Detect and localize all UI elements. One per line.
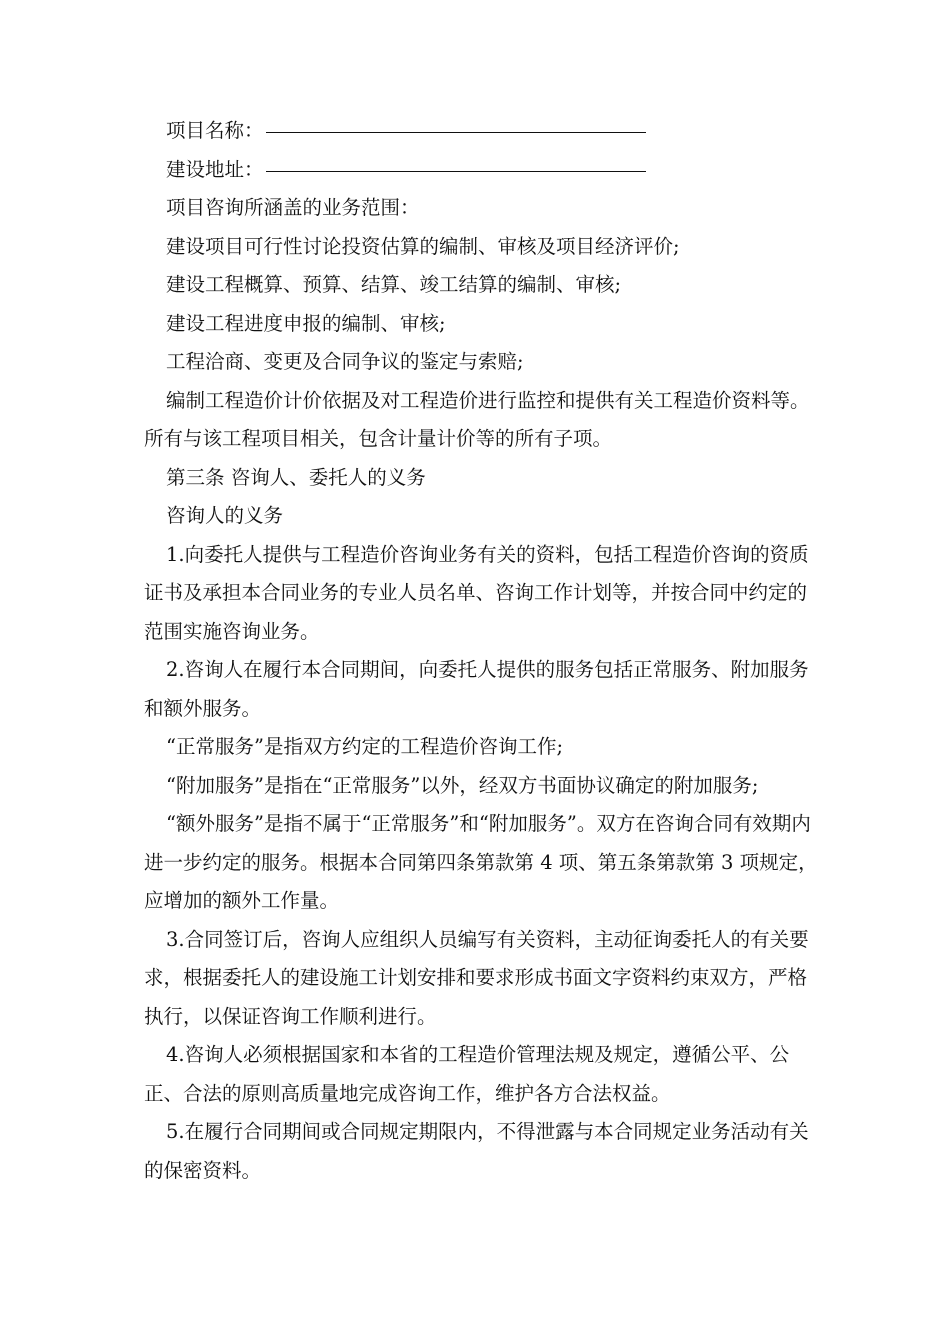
project-name-field — [144, 112, 824, 151]
build-address-field — [144, 151, 824, 190]
scope-item-progress: 建设工程进度申报的编制、审核; — [166, 311, 446, 335]
scope-heading: 项目咨询所涵盖的业务范围： — [166, 196, 420, 219]
duty-item-2: 2.咨询人在履行本合同期间，向委托人提供的服务包括正常服务、附加服务和额外服务。 — [144, 658, 809, 720]
article-three-heading: 第三条 咨询人、委托人的义务 — [166, 465, 426, 489]
document-body — [144, 112, 824, 1190]
definition-normal-service: “正常服务”是指双方约定的工程造价咨询工作; — [166, 735, 564, 758]
consultant-duties-heading: 咨询人的义务 — [166, 504, 284, 527]
definition-extra-service: “额外服务”是指不属于“正常服务”和“附加服务”。双方在咨询合同有效期内进一步约定的服务。根据本合同第四条第款第 4 项、第五条第款第 3 项规定，应增加的额外工作量。 — [144, 812, 818, 912]
build-address-blank[interactable] — [266, 170, 646, 172]
duty-item-4: 4.咨询人必须根据国家和本省的工程造价管理法规及规定，遵循公平、公正、合法的原则高质量地完成咨询工作，维护各方合法权益。 — [144, 1043, 790, 1105]
duty-item-1: 1.向委托人提供与工程造价咨询业务有关的资料，包括工程造价咨询的资质证书及承担本合同业务的专业人员名单、咨询工作计划等，并按合同中约定的范围实施咨询业务。 — [144, 542, 809, 643]
build-address-label: 建设地址： — [166, 157, 264, 181]
project-name-label: 项目名称： — [166, 119, 264, 142]
scope-item-pricing: 编制工程造价计价依据及对工程造价进行监控和提供有关工程造价资料等。 所有与该工程项目相关，包含计量计价等的所有子项。 — [144, 388, 810, 450]
scope-item-feasibility: 建设项目可行性讨论投资估算的编制、审核及项目经济评价; — [166, 234, 680, 258]
definition-additional-service: “附加服务”是指在“正常服务”以外，经双方书面协议确定的附加服务; — [166, 773, 759, 797]
project-name-blank[interactable] — [266, 131, 646, 133]
scope-item-claims: 工程洽商、变更及合同争议的鉴定与索赔; — [166, 350, 524, 373]
duty-item-3: 3.合同签订后，咨询人应组织人员编写有关资料，主动征询委托人的有关要求，根据委托人的建设施工计划安排和要求形成书面文字资料约束双方，严格执行，以保证咨询工作顺利进行。 — [144, 927, 809, 1028]
scope-item-estimate: 建设工程概算、预算、结算、竣工结算的编制、审核; — [166, 273, 622, 296]
duty-item-5: 5.在履行合同期间或合同规定期限内，不得泄露与本合同规定业务活动有关的保密资料。 — [144, 1120, 809, 1182]
